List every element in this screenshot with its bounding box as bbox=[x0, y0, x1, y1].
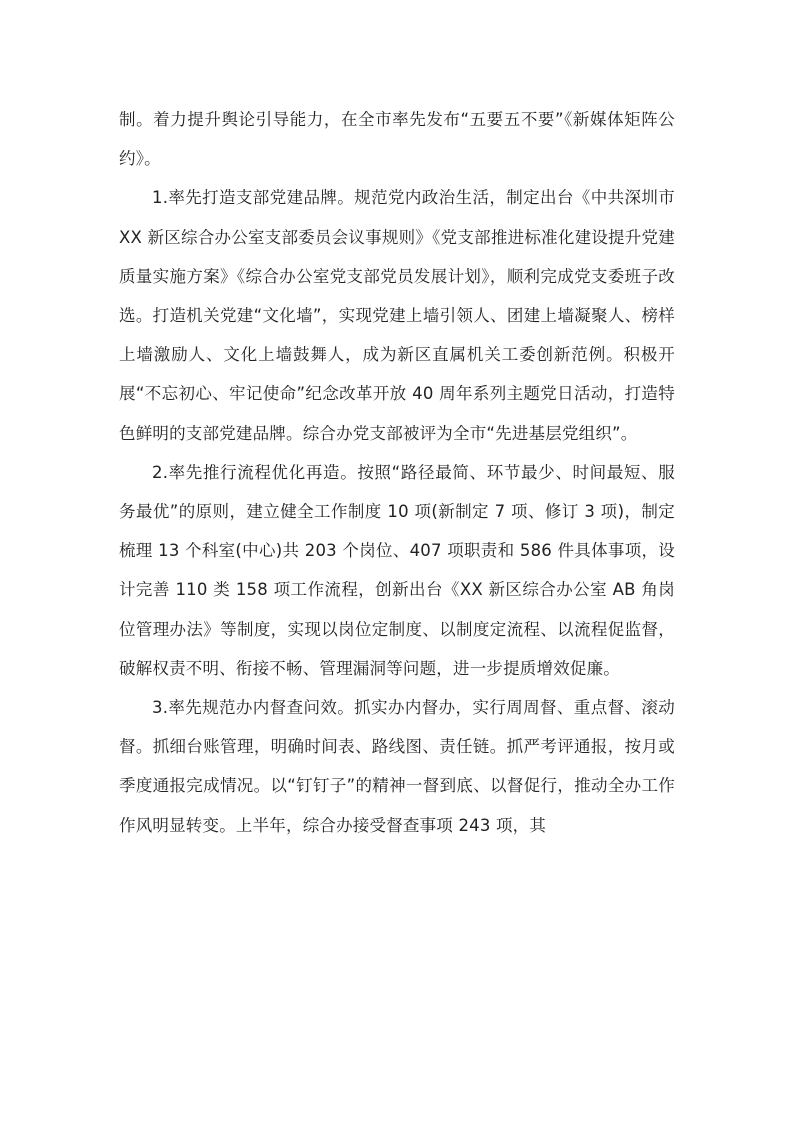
document-body bbox=[119, 100, 675, 845]
paragraph-process-optimization: 2.率先推行流程优化再造。按照“路径最简、环节最少、时间最短、服务最优”的原则，建立健全工作制度 10 项(新制定 7 项、修订 3 项)，制定梳理 13 个科室(中心)共 203 个岗位、407 项职责和 586 件具体事项，设计完善 110 类 158 项工作流程，创新出台《XX 新区综合办公室 AB 角岗位管理办法》等制度，实现以岗位定制度、以制度定流程、以流程促监督，破解权责不明、衔接不畅、管理漏洞等问题，进一步提质增效促廉。 bbox=[119, 462, 675, 678]
paragraph-party-branch-brand: 1.率先打造支部党建品牌。规范党内政治生活，制定出台《中共深圳市 XX 新区综合办公室支部委员会议事规则》《党支部推进标准化建设提升党建质量实施方案》《综合办公室党支部党员发展计划》，顺利完成党支委班子改选。打造机关党建“文化墙”，实现党建上墙引领人、团建上墙凝聚人、榜样上墙激励人、文化上墙鼓舞人，成为新区直属机关工委创新范例。积极开展“不忘初心、牢记使命”纪念改革开放 40 周年系列主题党日活动，打造特色鲜明的支部党建品牌。综合办党支部被评为全市“先进基层党组织”。 bbox=[119, 188, 675, 443]
paragraph-continuation: 制。着力提升舆论引导能力，在全市率先发布“五要五不要”《新媒体矩阵公约》。 bbox=[119, 110, 675, 169]
paragraph-supervision: 3.率先规范办内督查问效。抓实办内督办，实行周周督、重点督、滚动督。抓细台账管理，明确时间表、路线图、责任链。抓严考评通报，按月或季度通报完成情况。以“钉钉子”的精神一督到底、以督促行，推动全办工作作风明显转变。上半年，综合办接受督查事项 243 项，其 bbox=[119, 698, 675, 835]
